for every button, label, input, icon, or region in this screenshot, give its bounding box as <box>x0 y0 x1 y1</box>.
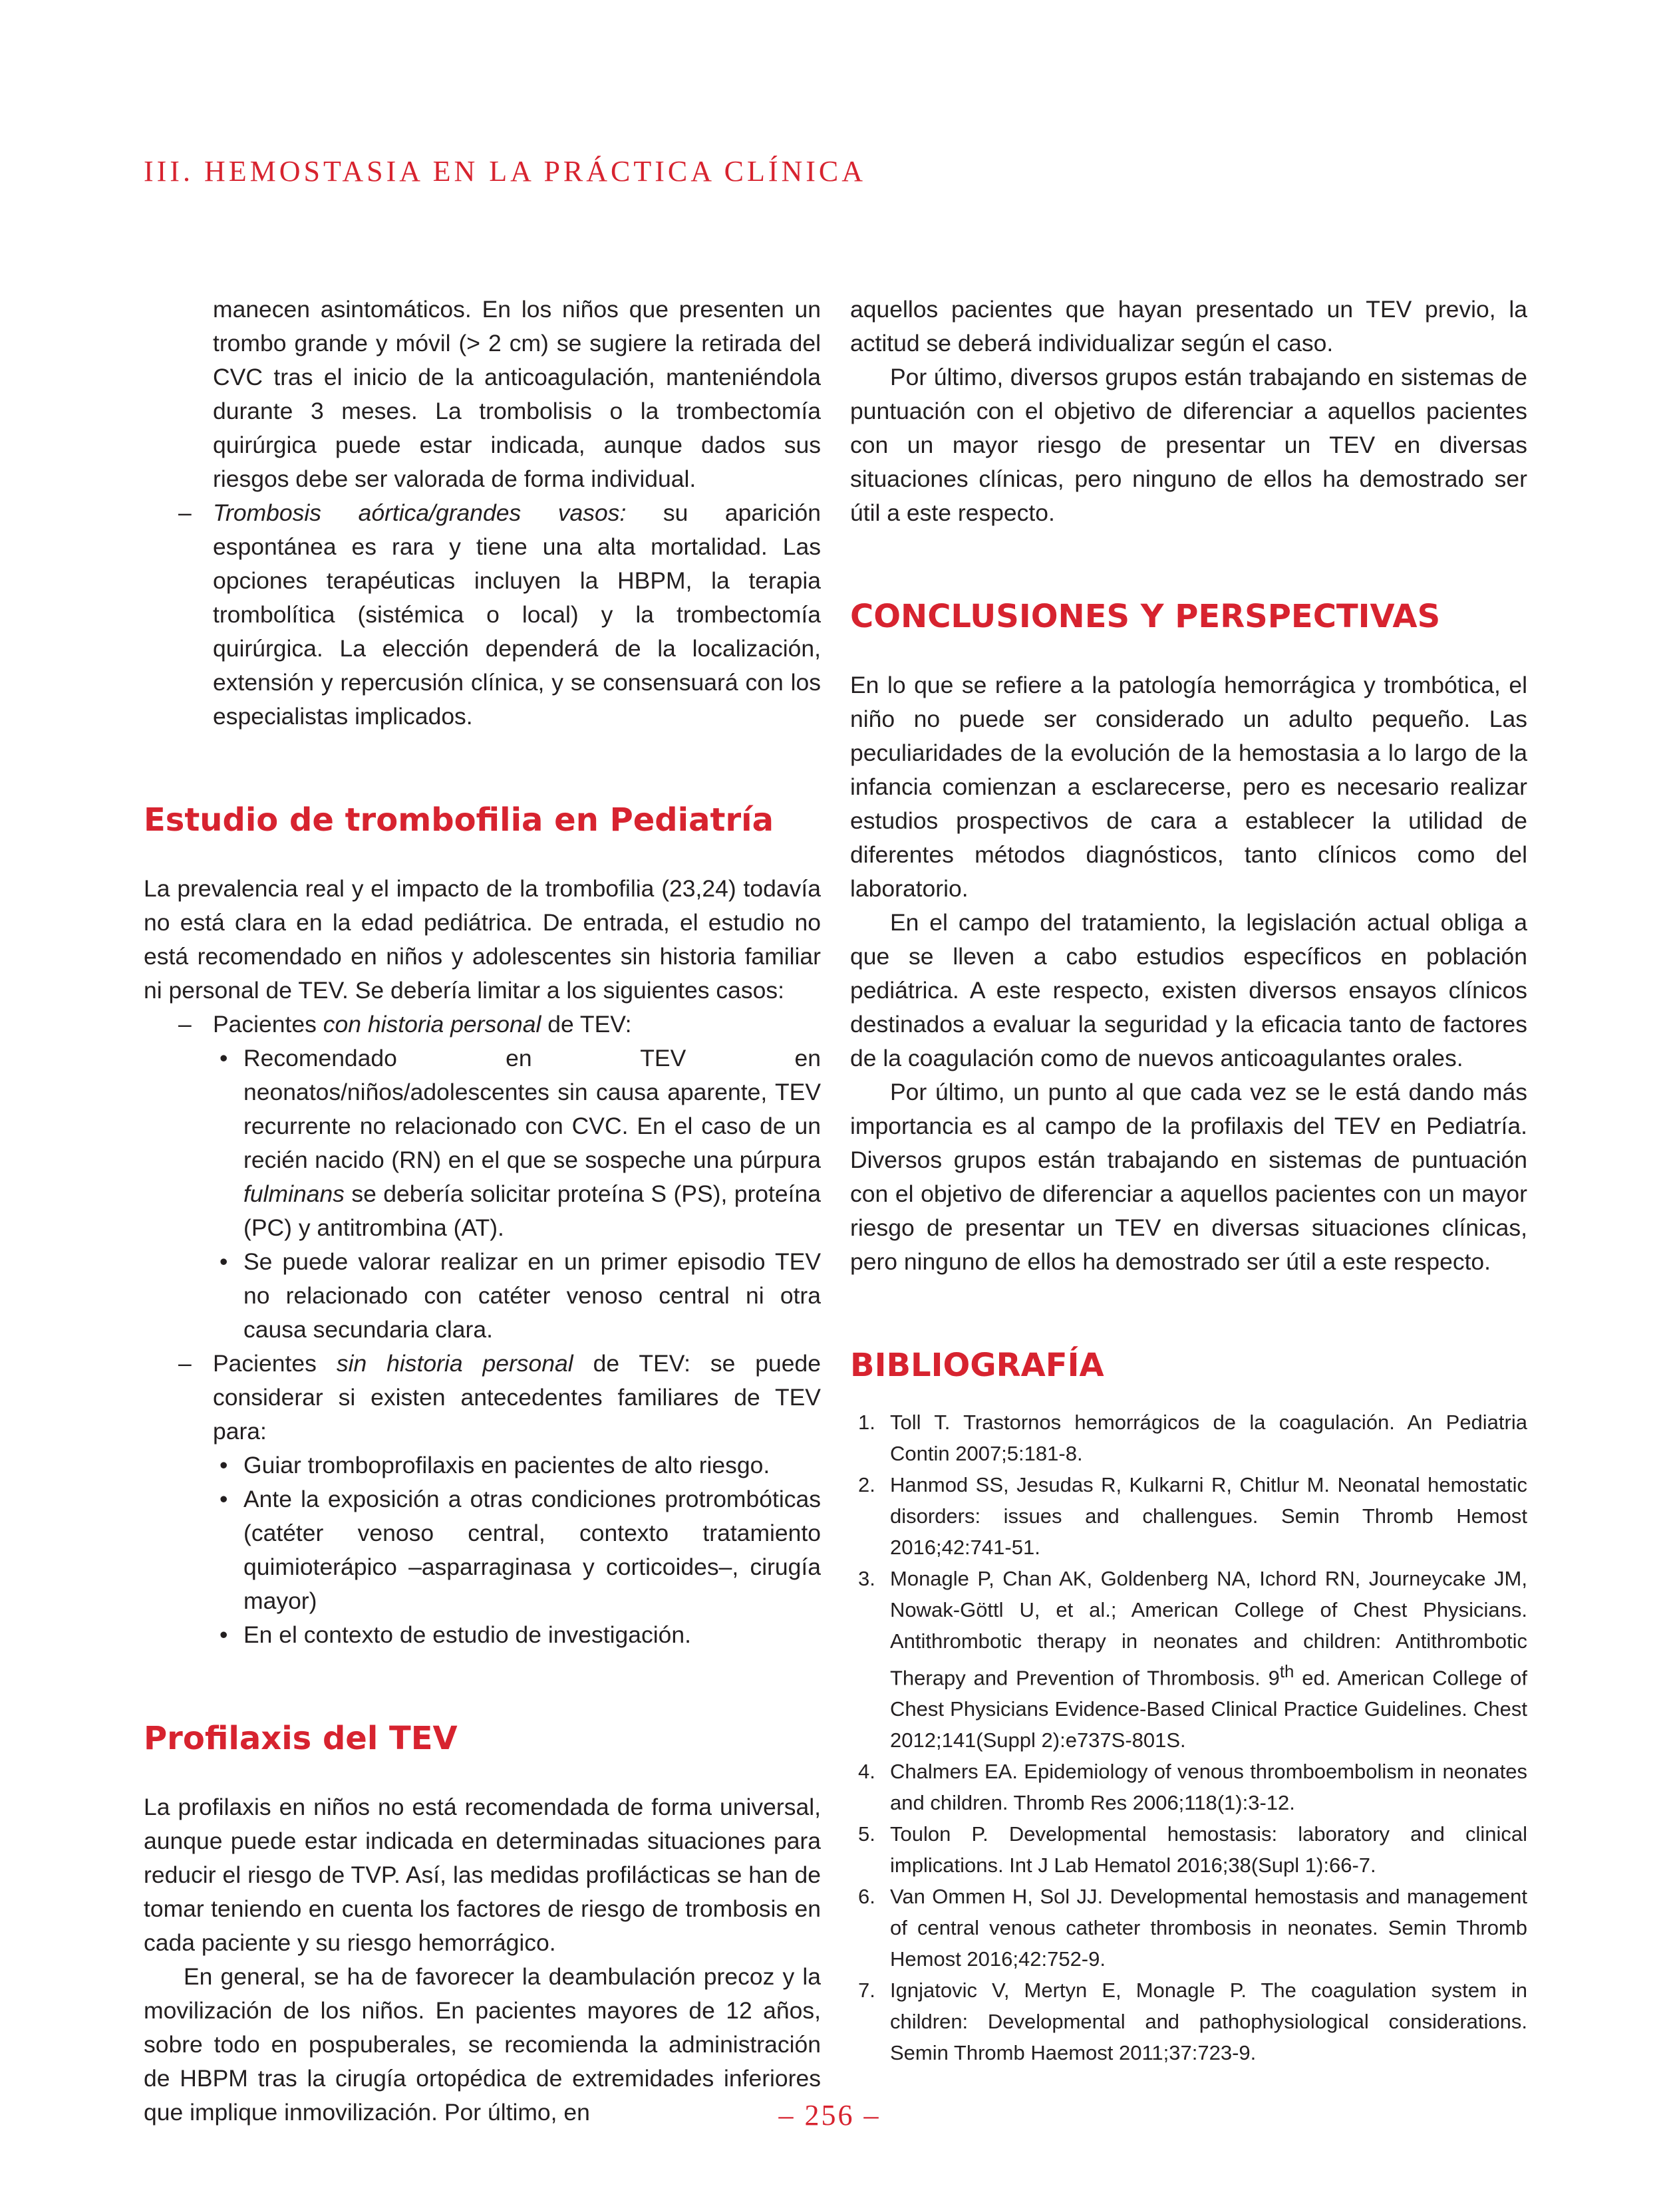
reference-text: Ignjatovic V, Mertyn E, Monagle P. The coagulation system in children: Developmental and pathophysiological considerations. Semin Thromb Haemost 2011;37:723-9. <box>890 1979 1527 2065</box>
reference-item <box>850 1469 1527 1563</box>
prophylaxis-paragraph-1: La profilaxis en niños no está recomendada de forma universal, aunque puede estar indicada en determinadas situaciones para reducir el riesgo de TVP. Así, las medidas profilácticas se han de tomar teniendo en cuenta los factores de riesgo de trombosis en cada paciente y su riesgo hemorrágico. <box>144 1794 821 1956</box>
reference-text: Van Ommen H, Sol JJ. Developmental hemostasis and management of central venous catheter thrombosis in neonates. Semin Thromb Hemost 2016;42:752-9. <box>890 1885 1527 1971</box>
bullet-item <box>220 1041 821 1245</box>
reference-text: Toll T. Trastornos hemorrágicos de la coagulación. An Pediatria Contin 2007;5:181-8. <box>890 1411 1527 1465</box>
list-item-aortic <box>144 496 821 734</box>
dash-marker: – <box>178 499 192 526</box>
bullet-after: se debería solicitar proteína S (PS), proteína (PC) y antitrombina (AT). <box>243 1180 821 1241</box>
term-aortic: Trombosis aórtica/grandes vasos: <box>213 499 627 526</box>
aortic-list <box>144 496 821 734</box>
thrombophilia-paragraph: La prevalencia real y el impacto de la trombofilia (23,24) todavía no está clara en la edad pediátrica. De entrada, el estudio no está recomendado en niños y adolescentes sin historia familiar ni personal de TEV. Se debería limitar a los siguientes casos: <box>144 875 821 1004</box>
bullet-marker: • <box>220 1486 228 1512</box>
reference-number: 7. <box>858 1979 875 2003</box>
dash-marker: – <box>178 1350 192 1377</box>
aortic-text: su aparición espontánea es rara y tiene una alta mortalidad. Las opciones terapéuticas incluyen la HBPM, la terapia trombolítica (sistémica o local) y la trombectomía quirúrgica. La elección dependerá de la localización, extensión y repercusión clínica, y se consensuará con los especialistas implicados. <box>213 499 821 730</box>
page-number: – 256 – <box>778 2099 881 2132</box>
group1-suffix: de TEV: <box>541 1011 632 1037</box>
continued-paragraph: manecen asintomáticos. En los niños que presenten un trombo grande y móvil (> 2 cm) se sugiere la retirada del CVC tras el inicio de la anticoagulación, manteniéndola durante 3 meses. La trombolisis o la trombectomía quirúrgica puede estar indicada, aunque dados sus riesgos debe ser valorada de forma individual. <box>213 296 821 492</box>
reference-item <box>850 1756 1527 1818</box>
thrombophilia-list <box>144 1008 821 1652</box>
reference-list <box>850 1407 1527 2068</box>
bullet-item <box>220 1618 821 1652</box>
reference-number: 5. <box>858 1822 875 1846</box>
bullet-item <box>220 1245 821 1347</box>
bullet-text: Se puede valorar realizar en un primer episodio TEV no relacionado con catéter venoso central ni otra causa secundaria clara. <box>243 1248 821 1343</box>
list-item-with-history <box>144 1008 821 1347</box>
bullet-text: Recomendado en TEV en neonatos/niños/adolescentes sin causa aparente, TEV recurrente no relacionado con CVC. En el caso de un recién nacido (RN) en el que se sospeche una púrpura <box>243 1045 821 1173</box>
reference-number: 6. <box>858 1885 875 1909</box>
reference-number: 1. <box>858 1411 875 1434</box>
reference-item <box>850 1407 1527 1469</box>
bullet-text: En el contexto de estudio de investigación. <box>243 1621 691 1648</box>
reference-number: 4. <box>858 1760 875 1784</box>
reference-item <box>850 1975 1527 2068</box>
group2-prefix: Pacientes <box>213 1350 337 1377</box>
running-head: III. HEMOSTASIA EN LA PRÁCTICA CLÍNICA <box>144 155 867 188</box>
bullet-marker: • <box>220 1452 228 1478</box>
right-column <box>850 293 1527 2068</box>
reference-text: Hanmod SS, Jesudas R, Kulkarni R, Chitlur M. Neonatal hemostatic disorders: issues and challengues. Semin Thromb Hemost 2016;42:741-51. <box>890 1473 1527 1559</box>
bullet-italic: fulminans <box>243 1180 345 1207</box>
bullet-marker: • <box>220 1621 228 1648</box>
reference-item <box>850 1881 1527 1975</box>
group1-prefix: Pacientes <box>213 1011 323 1037</box>
scoring-paragraph: Por último, diversos grupos están trabajando en sistemas de puntuación con el objetivo de diferenciar a aquellos pacientes con un mayor riesgo de presentar un TEV en diversas situaciones clínicas, pero ninguno de ellos ha demostrado ser útil a este respecto. <box>850 364 1527 526</box>
continued-paragraph: aquellos pacientes que hayan presentado un TEV previo, la actitud se deberá individualizar según el caso. <box>850 296 1527 356</box>
reference-item <box>850 1818 1527 1881</box>
group2-bullets <box>220 1449 821 1652</box>
dash-marker: – <box>178 1011 192 1037</box>
reference-number: 3. <box>858 1567 875 1590</box>
group1-italic: con historia personal <box>323 1011 541 1037</box>
conclusions-paragraph-3: Por último, un punto al que cada vez se le está dando más importancia es al campo de la profilaxis del TEV en Pediatría. Diversos grupos están trabajando en sistemas de puntuación con el objetivo de diferenciar a aquellos pacientes con un mayor riesgo de presentar un TEV en diversas situaciones clínicas, pero ninguno de ellos ha demostrado ser útil a este respecto. <box>850 1079 1527 1275</box>
reference-number: 2. <box>858 1473 875 1496</box>
reference-superscript: th <box>1279 1663 1294 1681</box>
heading-thrombophilia: Estudio de trombofilia en Pediatría <box>144 801 774 839</box>
heading-prophylaxis: Profilaxis del TEV <box>144 1720 458 1757</box>
group1-bullets <box>220 1041 821 1347</box>
group2-suffix: de TEV: se puede considerar si existen antecedentes familiares de TEV para: <box>213 1350 821 1445</box>
bullet-text: Guiar tromboprofilaxis en pacientes de alto riesgo. <box>243 1452 770 1478</box>
bullet-marker: • <box>220 1248 228 1275</box>
group2-italic: sin historia personal <box>336 1350 573 1377</box>
left-column <box>144 293 821 2130</box>
bullet-item <box>220 1449 821 1482</box>
bullet-item <box>220 1482 821 1618</box>
reference-text: Toulon P. Developmental hemostasis: laboratory and clinical implications. Int J Lab Hematol 2016;38(Supl 1):66-7. <box>890 1822 1527 1877</box>
conclusions-paragraph-2: En el campo del tratamiento, la legislación actual obliga a que se lleven a cabo estudios específicos en población pediátrica. A este respecto, existen diversos ensayos clínicos destinados a evaluar la seguridad y la eficacia tanto de factores de la coagulación como de nuevos anticoagulantes orales. <box>850 909 1527 1071</box>
conclusions-paragraph-1: En lo que se refiere a la patología hemorrágica y trombótica, el niño no puede ser considerado un adulto pequeño. Las peculiaridades de la evolución de la hemostasia a lo largo de la infancia comienzan a esclarecerse, pero es necesario realizar estudios prospectivos de cara a establecer la utilidad de diferentes métodos diagnósticos, tanto clínicos como del laboratorio. <box>850 672 1527 902</box>
reference-text: Monagle P, Chan AK, Goldenberg NA, Ichord RN, Journeycake JM, Nowak-Göttl U, et al.; American College of Chest Physicians. Antithrombotic therapy in neonates and children: Antithrombotic Therapy and Prevention of Thrombosis. 9 <box>890 1567 1527 1690</box>
reference-item <box>850 1563 1527 1756</box>
reference-text-after: ed. American College of Chest Physicians Evidence-Based Clinical Practice Guidelines. Chest 2012;141(Suppl 2):e737S-801S. <box>890 1666 1527 1752</box>
heading-bibliography: BIBLIOGRAFÍA <box>850 1347 1104 1384</box>
reference-text: Chalmers EA. Epidemiology of venous thromboembolism in neonates and children. Thromb Res 2006;118(1):3-12. <box>890 1760 1527 1815</box>
bullet-marker: • <box>220 1045 228 1071</box>
bullet-text: Ante la exposición a otras condiciones protrombóticas (catéter venoso central, contexto tratamiento quimioterápico –asparraginasa y corticoides–, cirugía mayor) <box>243 1486 821 1614</box>
heading-conclusions: CONCLUSIONES Y PERSPECTIVAS <box>850 598 1441 635</box>
prophylaxis-paragraph-2: En general, se ha de favorecer la deambulación precoz y la movilización de los niños. En pacientes mayores de 12 años, sobre todo en pospuberales, se recomienda la administración de HBPM tras la cirugía ortopédica de extremidades inferiores que implique inmovilización. Por último, en <box>144 1963 821 2126</box>
list-item-without-history <box>144 1347 821 1652</box>
